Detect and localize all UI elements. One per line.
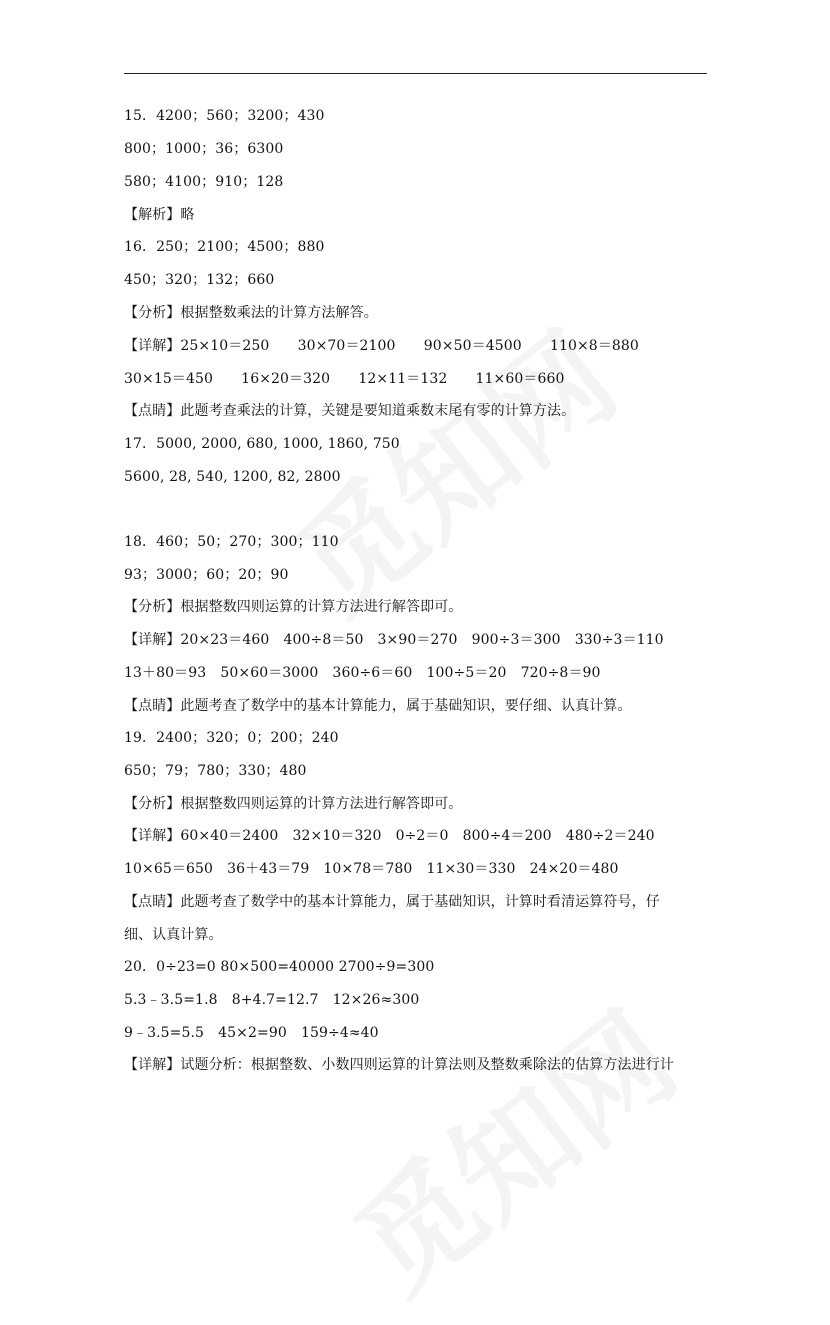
comment-line: 【点睛】此题考查了数学中的基本计算能力，属于基础知识，计算时看清运算符号，仔 [124, 894, 660, 910]
detail-line: 【详解】20×23＝460 400÷8＝50 3×90＝270 900÷3＝300 330÷3＝110 [124, 632, 664, 648]
answer-line: 800；1000；36；6300 [124, 141, 284, 157]
answer-line: 5.3﹣3.5=1.8 8+4.7=12.7 12×26≈300 [124, 992, 420, 1008]
header-rule [124, 73, 707, 74]
detail-line: 13＋80＝93 50×60＝3000 360÷6＝60 100÷5＝20 720÷8＝90 [124, 665, 601, 681]
watermark [315, 967, 705, 1324]
answer-line: 15．4200；560；3200；430 [124, 108, 325, 124]
analysis-line: 【分析】根据整数乘法的计算方法解答。 [124, 305, 378, 321]
analysis-line: 【分析】根据整数四则运算的计算方法进行解答即可。 [124, 599, 463, 615]
comment-line: 细、认真计算。 [124, 927, 223, 943]
comment-line: 【点睛】此题考查乘法的计算，关键是要知道乘数末尾有零的计算方法。 [124, 403, 576, 419]
answer-line: 19．2400；320；0；200；240 [124, 730, 339, 746]
answer-line: 580；4100；910；128 [124, 174, 284, 190]
comment-line: 【点睛】此题考查了数学中的基本计算能力，属于基础知识，要仔细、认真计算。 [124, 698, 632, 714]
detail-line: 【详解】试题分析：根据整数、小数四则运算的计算法则及整数乘除法的估算方法进行计 [124, 1057, 674, 1073]
detail-line: 10×65＝650 36＋43＝79 10×78＝780 11×30＝330 24×20＝480 [124, 861, 619, 877]
analysis-line: 【分析】根据整数四则运算的计算方法进行解答即可。 [124, 796, 463, 812]
analysis-line: 【解析】略 [124, 207, 195, 223]
answer-line: 18．460；50；270；300；110 [124, 534, 339, 550]
answer-line: 5600, 28, 540, 1200, 82, 2800 [124, 469, 341, 485]
answer-line: 20．0÷23=0 80×500=40000 2700÷9=300 [124, 959, 435, 975]
answer-line: 93；3000；60；20；90 [124, 567, 289, 583]
answer-line: 16．250；2100；4500；880 [124, 239, 325, 255]
answer-line: 9﹣3.5=5.5 45×2=90 159÷4≈40 [124, 1025, 379, 1041]
detail-line: 30×15＝450 16×20＝320 12×11＝132 11×60＝660 [124, 371, 565, 387]
detail-line: 【详解】25×10＝250 30×70＝2100 90×50＝4500 110×8＝880 [124, 338, 639, 354]
answer-line: 650；79；780；330；480 [124, 763, 307, 779]
answer-line: 450；320；132；660 [124, 272, 275, 288]
answer-line: 17．5000, 2000, 680, 1000, 1860, 750 [124, 436, 400, 452]
detail-line: 【详解】60×40＝2400 32×10＝320 0÷2＝0 800÷4＝200 480÷2＝240 [124, 828, 655, 844]
